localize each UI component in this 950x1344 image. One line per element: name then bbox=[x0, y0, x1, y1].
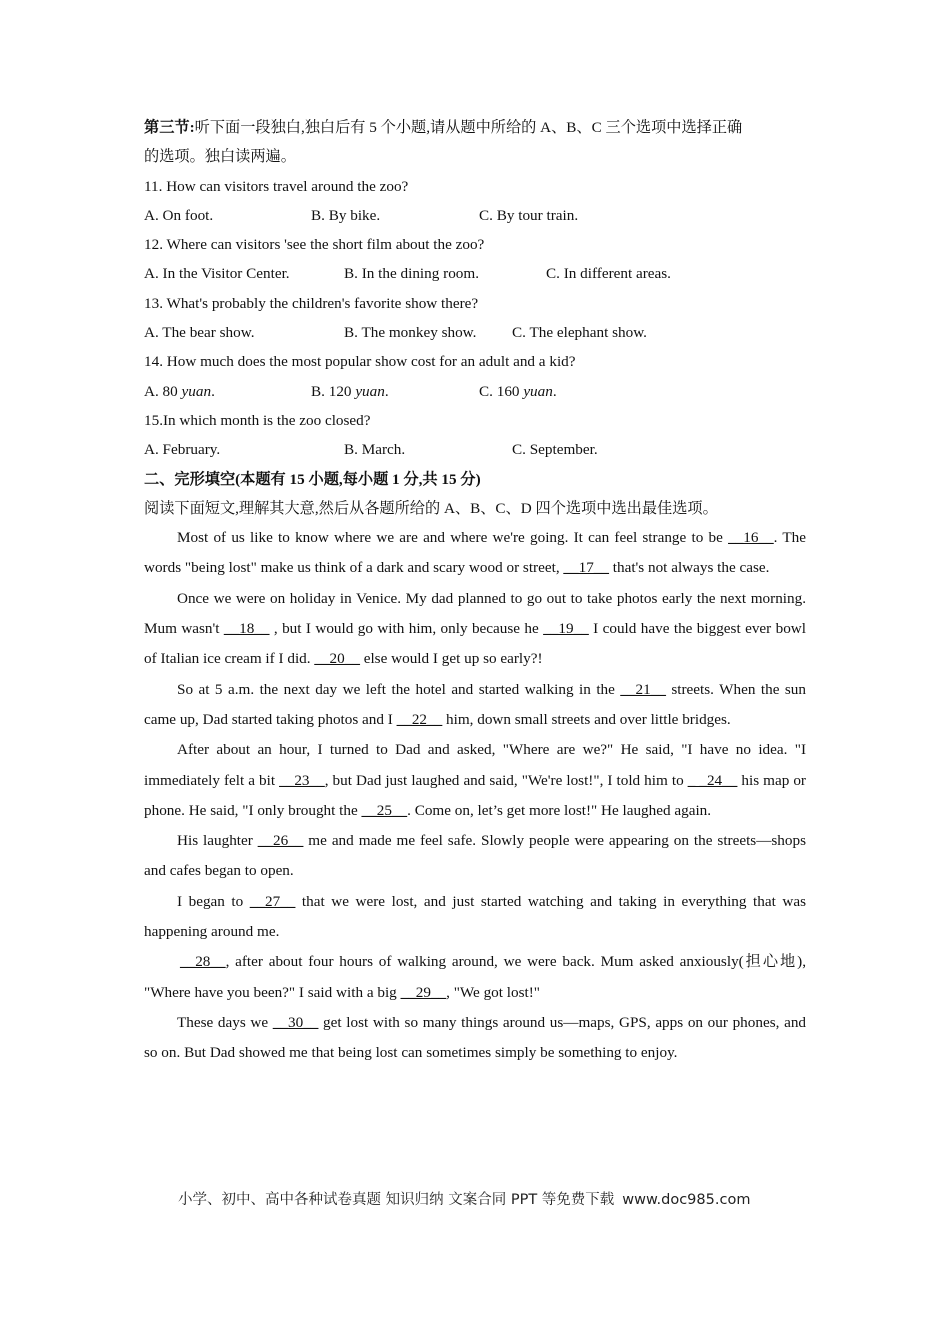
unit: yuan bbox=[355, 382, 385, 400]
option-c: C. In different areas. bbox=[546, 265, 671, 283]
blank-19: __19__ bbox=[543, 620, 589, 638]
option-c: C. 160 yuan. bbox=[479, 382, 557, 400]
option-c: C. The elephant show. bbox=[512, 324, 647, 342]
blank-20: __20__ bbox=[314, 650, 360, 668]
unit: yuan bbox=[523, 382, 553, 400]
question-13: 13. What's probably the children's favorite show there? bbox=[144, 294, 479, 312]
blank-21: __21__ bbox=[620, 680, 666, 698]
text: Most of us like to know where we are and where we're going. It can feel strange to be bbox=[177, 529, 729, 547]
section3-instruction-line2: 的选项。独白读两遍。 bbox=[144, 148, 296, 166]
options-14 bbox=[144, 377, 806, 406]
option-b: B. By bike. bbox=[311, 206, 381, 224]
option-b: B. The monkey show. bbox=[344, 324, 477, 342]
question-14: 14. How much does the most popular show cost for an adult and a kid? bbox=[144, 353, 576, 371]
option-b: B. In the dining room. bbox=[344, 265, 479, 283]
text: I could have the biggest ever bowl of Italian ice cream if I did. bbox=[144, 620, 806, 668]
passage-paragraph-1 bbox=[144, 523, 806, 584]
text: , after about four hours of walking around, we were back. Mum asked anxiously(担心地), "Where have you been?" I said with a big bbox=[144, 953, 806, 1001]
passage-paragraph-6 bbox=[144, 887, 806, 948]
text: him, down small streets and over little bridges. bbox=[442, 710, 731, 728]
option-c: C. By tour train. bbox=[479, 206, 579, 224]
blank-17: __17__ bbox=[563, 559, 609, 577]
blank-30: __30__ bbox=[272, 1013, 319, 1031]
blank-26: __26__ bbox=[257, 832, 304, 850]
text: that's not always the case. bbox=[608, 559, 770, 577]
option-b-value: B. 120 bbox=[311, 382, 352, 400]
section3-instruction bbox=[144, 113, 806, 142]
options-12 bbox=[144, 259, 806, 288]
text: me and made me feel safe. Slowly people were appearing on the streets—shops and cafes began to open. bbox=[144, 832, 806, 880]
text: His laughter bbox=[177, 832, 258, 850]
option-b: B. March. bbox=[344, 441, 406, 459]
text: get lost with so many things around us—maps, GPS, apps on our phones, and so on. But Dad showed me that being lost can sometimes simply be something to enjoy. bbox=[144, 1013, 807, 1062]
text: his map or phone. He said, "I only brought the bbox=[144, 771, 806, 819]
question-12: 12. Where can visitors 'see the short film about the zoo? bbox=[144, 236, 485, 254]
question-11: 11. How can visitors travel around the zoo? bbox=[144, 177, 409, 195]
option-a: A. On foot. bbox=[144, 206, 214, 224]
option-c: C. September. bbox=[512, 441, 598, 459]
blank-27: __27__ bbox=[249, 892, 296, 910]
option-a: A. In the Visitor Center. bbox=[144, 265, 290, 283]
text: streets. When the sun came up, Dad started taking photos and I bbox=[144, 680, 806, 728]
options-15 bbox=[144, 435, 806, 464]
text: Once we were on holiday in Venice. My dad planned to go out to take photos early the next morning. Mum wasn't bbox=[144, 589, 806, 638]
section3-instruction-line1: 听下面一段独白,独白后有 5 个小题,请从题中所给的 A、B、C 三个选项中选择正确 bbox=[194, 119, 743, 136]
passage-paragraph-8 bbox=[144, 1008, 806, 1069]
section3-heading: 第三节: bbox=[144, 119, 195, 136]
option-a: A. The bear show. bbox=[144, 324, 255, 342]
text: , "We got lost!" bbox=[446, 983, 540, 1001]
part2-heading: 二、完形填空(本题有 15 小题,每小题 1 分,共 15 分) bbox=[144, 470, 481, 488]
option-a-value: A. 80 bbox=[144, 382, 178, 400]
option-a: A. 80 yuan. bbox=[144, 382, 215, 400]
options-11 bbox=[144, 201, 806, 230]
blank-28: __28__ bbox=[180, 953, 226, 971]
footer-url[interactable]: www.doc985.com bbox=[622, 1192, 751, 1208]
passage-paragraph-3 bbox=[144, 675, 806, 736]
text: , but I would go with him, only because he bbox=[269, 620, 544, 638]
blank-16: __16__ bbox=[728, 529, 774, 547]
question-15: 15.In which month is the zoo closed? bbox=[144, 411, 371, 429]
blank-18: __18__ bbox=[223, 620, 270, 638]
text: . The words "being lost" make us think of a dark and scary wood or street, bbox=[144, 529, 806, 577]
text: . Come on, let’s get more lost!" He laughed again. bbox=[407, 801, 712, 819]
text: that we were lost, and just started watching and taking in everything that was happening around me. bbox=[144, 892, 806, 941]
passage-paragraph-5 bbox=[144, 826, 806, 887]
blank-22: __22__ bbox=[396, 710, 443, 728]
unit: yuan bbox=[181, 382, 212, 400]
blank-24: _ _24__ bbox=[687, 771, 738, 789]
text: I began to bbox=[177, 892, 250, 910]
blank-23: __23__ bbox=[279, 771, 325, 789]
option-c-value: C. 160 bbox=[479, 382, 520, 400]
text: else would I get up so early?! bbox=[359, 650, 543, 668]
text: , but Dad just laughed and said, "We're lost!", I told him to bbox=[324, 771, 688, 789]
text: These days we bbox=[177, 1013, 273, 1031]
passage-paragraph-4 bbox=[144, 735, 806, 826]
blank-29: __29__ bbox=[400, 983, 447, 1001]
footer-text: 小学、初中、高中各种试卷真题 知识归纳 文案合同 PPT 等免费下载 bbox=[178, 1192, 615, 1208]
passage-paragraph-2 bbox=[144, 584, 806, 675]
option-a: A. February. bbox=[144, 441, 221, 459]
exam-page bbox=[144, 113, 806, 1069]
options-13 bbox=[144, 318, 806, 347]
part2-instruction: 阅读下面短文,理解其大意,然后从各题所给的 A、B、C、D 四个选项中选出最佳选项。 bbox=[144, 499, 718, 517]
text: After about an hour, I turned to Dad and asked, "Where are we?" He said, "I have no idea. "I immediately felt a bit bbox=[144, 741, 806, 789]
passage-paragraph-7 bbox=[144, 947, 806, 1008]
text: So at 5 a.m. the next day we left the hotel and started walking in the bbox=[177, 680, 621, 698]
blank-25: __25__ bbox=[361, 801, 408, 819]
page-footer bbox=[178, 1188, 750, 1209]
option-b: B. 120 yuan. bbox=[311, 382, 389, 400]
